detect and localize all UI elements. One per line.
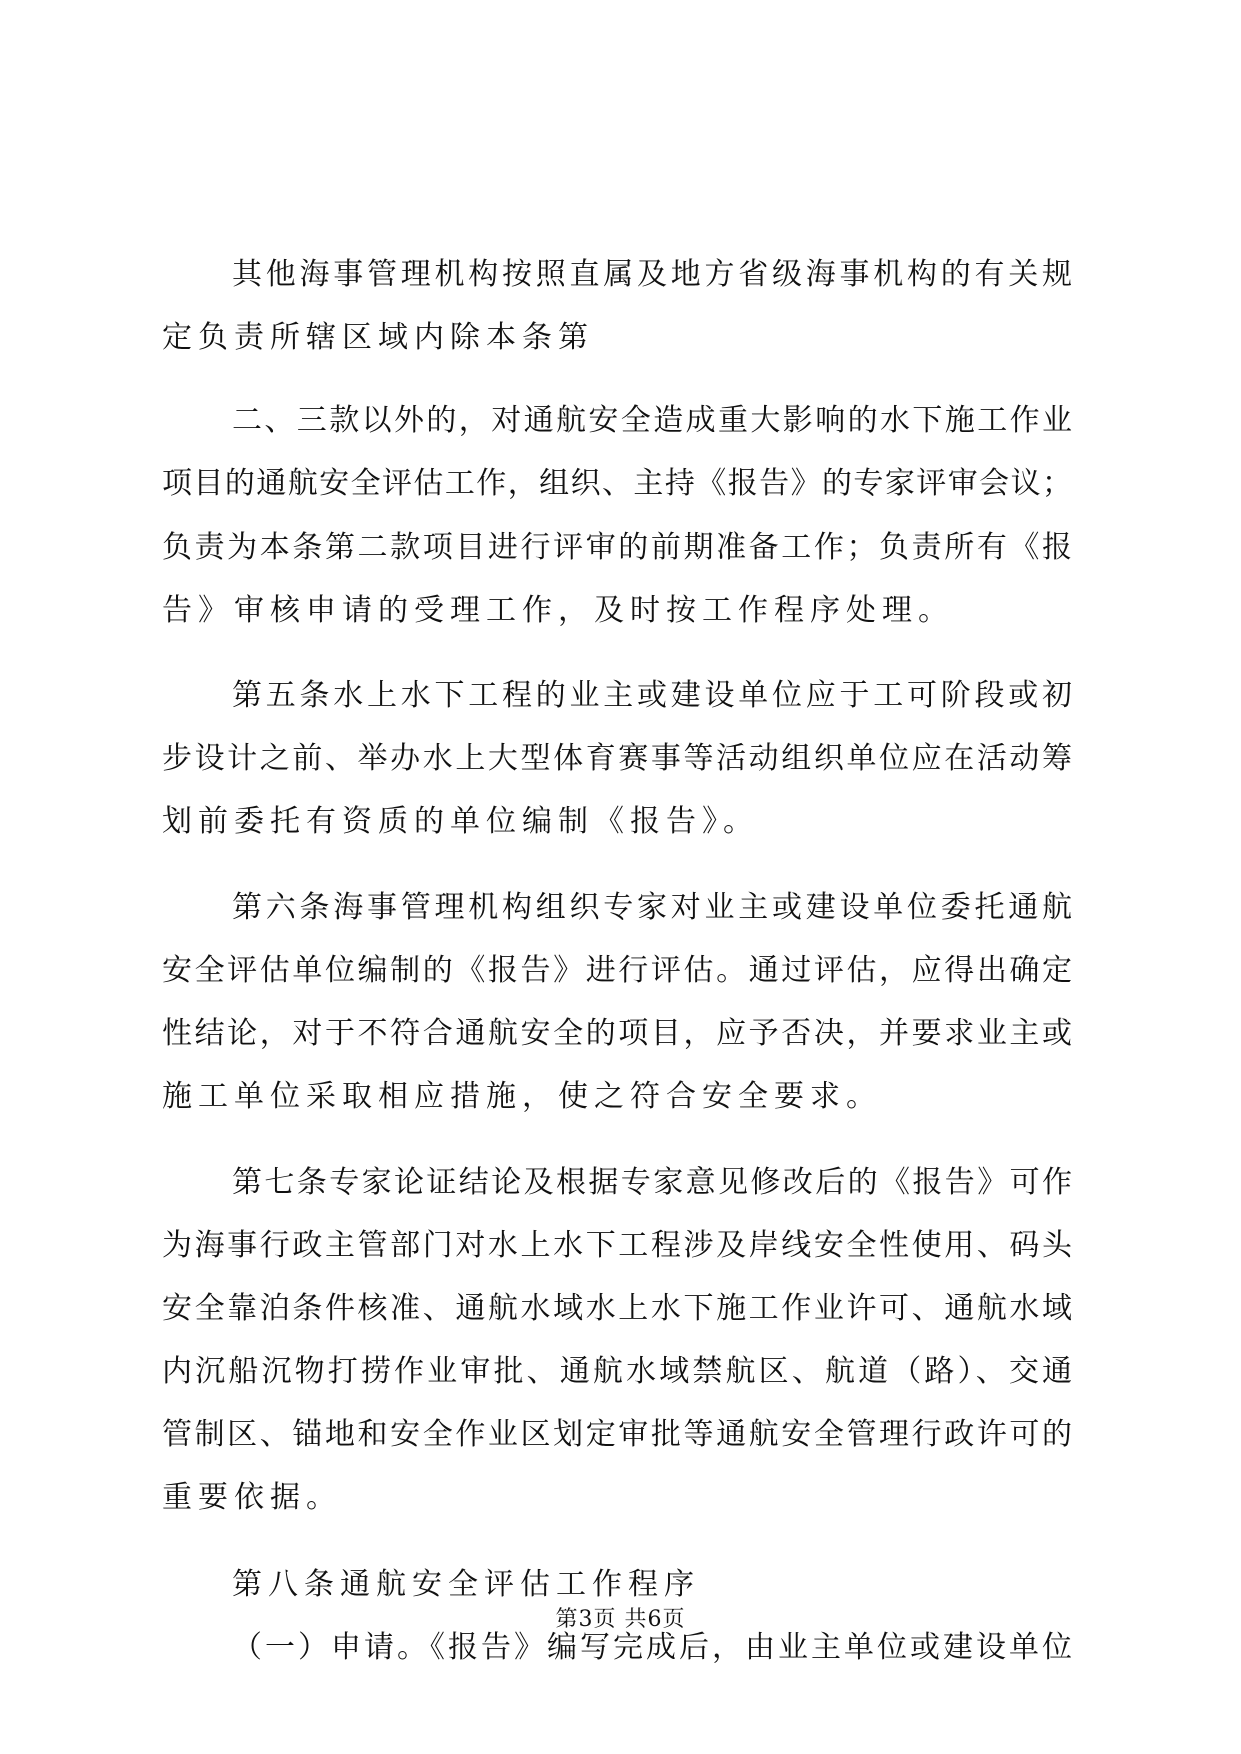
- text-line-8: 步设计之前、举办水上大型体育赛事等活动组织单位应在活动筹: [162, 741, 1072, 776]
- text-line-4: 项目的通航安全评估工作，组织、主持《报告》的专家评审会议；: [162, 466, 1072, 501]
- text-line-5: 负责为本条第二款项目进行评审的前期准备工作；负责所有《报: [162, 530, 1072, 565]
- text-line-3: 二、三款以外的，对通航安全造成重大影响的水下施工作业: [232, 403, 1072, 438]
- text-line-1: 其他海事管理机构按照直属及地方省级海事机构的有关规: [232, 257, 1072, 292]
- text-line-20: 第八条通航安全评估工作程序: [232, 1567, 700, 1602]
- page-footer: 第3页 共6页: [555, 1607, 686, 1632]
- text-line-18: 管制区、锚地和安全作业区划定审批等通航安全管理行政许可的: [162, 1417, 1072, 1452]
- text-line-16: 安全靠泊条件核准、通航水域水上水下施工作业许可、通航水域: [162, 1291, 1072, 1326]
- text-line-19: 重要依据。: [162, 1480, 342, 1515]
- text-line-6: 告》审核申请的受理工作，及时按工作程序处理。: [162, 593, 954, 628]
- text-line-9: 划前委托有资质的单位编制《报告》。: [162, 804, 759, 839]
- text-line-2: 定负责所辖区域内除本条第: [162, 320, 594, 355]
- text-line-12: 性结论，对于不符合通航安全的项目，应予否决，并要求业主或: [162, 1016, 1072, 1051]
- text-line-15: 为海事行政主管部门对水上水下工程涉及岸线安全性使用、码头: [162, 1228, 1072, 1263]
- text-line-10: 第六条海事管理机构组织专家对业主或建设单位委托通航: [232, 890, 1072, 925]
- text-line-14: 第七条专家论证结论及根据专家意见修改后的《报告》可作: [232, 1165, 1072, 1200]
- text-line-17: 内沉船沉物打捞作业审批、通航水域禁航区、航道（路）、交通: [162, 1354, 1072, 1389]
- text-line-13: 施工单位采取相应措施，使之符合安全要求。: [162, 1079, 882, 1114]
- text-line-11: 安全评估单位编制的《报告》进行评估。通过评估，应得出确定: [162, 953, 1072, 988]
- text-line-7: 第五条水上水下工程的业主或建设单位应于工可阶段或初: [232, 678, 1072, 713]
- text-line-21: （一）申请。《报告》编写完成后，由业主单位或建设单位: [232, 1630, 1072, 1665]
